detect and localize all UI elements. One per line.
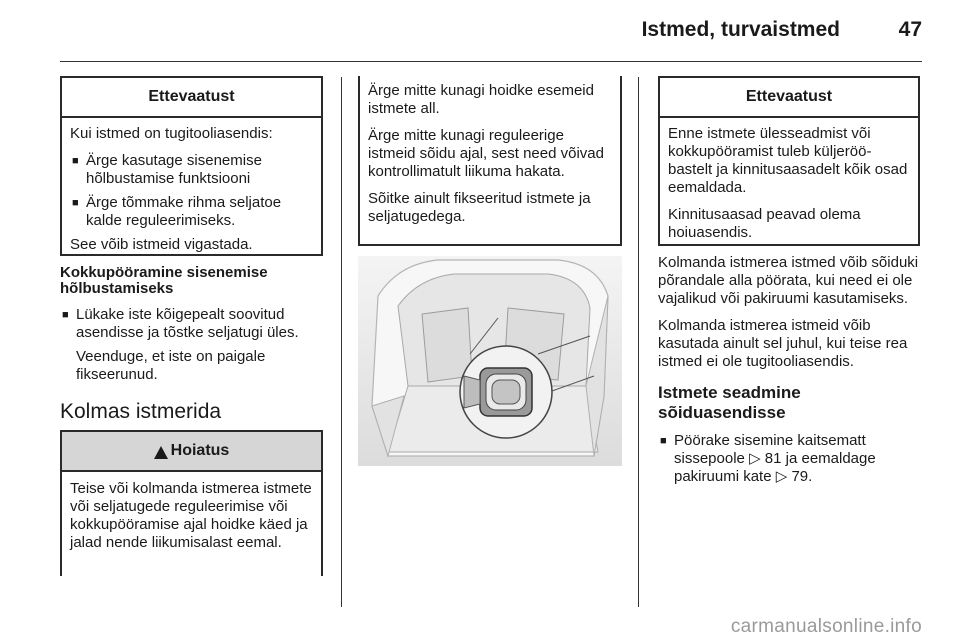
cargo-area-illustration (358, 256, 622, 466)
watermark: carmanualsonline.info (730, 616, 922, 637)
caution-box-body (62, 118, 321, 260)
caution-bullet-text: Ärge kasutage sisenemise hõlbustamise funktsiooni (86, 152, 262, 187)
bullet-text-part: ja eemaldage pakiruumi kate (674, 450, 876, 485)
warning-box (60, 430, 323, 576)
third-row-description (658, 254, 923, 492)
caution-box-continued (358, 76, 622, 246)
page-ref-arrow-icon: ▷ (749, 450, 761, 467)
warning-text: Teise või kolmanda istmerea istmete või seljatugede reguleerimise või kokkupööramise ajal hoidke käed ja jalad nende liikumisalast eemal. (70, 480, 312, 551)
warning-triangle-icon (154, 446, 168, 459)
folding-subhead: Kokkupööramine sisenemise hõlbustamiseks (60, 264, 268, 297)
page-header-title: Istmed, turvaistmed (641, 18, 840, 41)
folding-instructions (60, 265, 325, 393)
caution-box-heading: Ettevaatust (62, 78, 321, 118)
caution-continued-paragraph: Ärge mitte kunagi reguleerige istmeid sõidu ajal, sest need võivad kontrollimatult liikuma hakata. (368, 127, 604, 180)
caution-outro: See võib istmeid vigastada. (70, 236, 253, 253)
caution-continued-paragraph: Ärge mitte kunagi hoidke esemeid istmete all. (368, 82, 594, 117)
warning-box-body (62, 472, 321, 558)
caution-bullet (70, 194, 313, 230)
page-ref-link[interactable]: 81 (764, 450, 782, 467)
caution-continued-paragraph: Sõitke ainult fikseeritud istmete ja seljatugedega. (368, 190, 591, 225)
caution-intro: Kui istmed on tugitooliasendis: (70, 125, 273, 142)
caution-box-seats (60, 76, 323, 256)
cargo-area-drawing (358, 256, 622, 466)
folding-bullet (60, 306, 325, 342)
page-ref-arrow-icon: ▷ (775, 468, 788, 485)
warning-box-heading (62, 432, 321, 472)
square-bullet-icon: ■ (72, 197, 79, 209)
caution-box-folding-heading: Ettevaatust (660, 78, 918, 118)
page-ref-link[interactable]: 79 (791, 468, 809, 485)
square-bullet-icon: ■ (62, 309, 69, 321)
caution-bullet-text: Ärge tõmmake rihma seljatoe kalde reguleerimiseks. (86, 194, 282, 229)
bullet-text-part: Pöörake sisemine kaitsematt sissepoole (674, 432, 866, 467)
driving-position-bullet (658, 432, 923, 486)
caution-continued-body (360, 76, 620, 232)
third-row-paragraph: Kolmanda istmerea istmed võib sõiduki põrandale alla pöörata, kui need ei ole vajalikud või pakiruumi kasutamiseks. (658, 254, 919, 307)
caution-box-folding-body (660, 118, 918, 248)
third-row-paragraph: Kolmanda istmerea istmeid võib kasutada ainult sel juhul, kui teise rea istmed ei ole tugitooliasendis. (658, 317, 908, 370)
column-divider-1 (341, 77, 342, 607)
column-divider-2 (638, 77, 639, 607)
warning-heading-text: Hoiatus (170, 442, 230, 459)
square-bullet-icon: ■ (660, 435, 667, 447)
header-rule (60, 61, 922, 62)
caution-box-folding (658, 76, 920, 246)
folding-note: Veenduge, et iste on paigale fikseerunud. (76, 348, 266, 383)
caution-folding-paragraph: Kinnitusaasad peavad olema hoiuasendis. (668, 206, 861, 241)
section-title-third-row: Kolmas istmerida (60, 400, 222, 423)
caution-bullet (70, 152, 313, 188)
caution-folding-paragraph: Enne istmete ülesseadmist või kokkupööramist tuleb küljerööbastelt ja kinnitusaasadelt kõik osad eemaldada. (668, 125, 908, 196)
driving-position-bullet-text (674, 432, 923, 486)
square-bullet-icon: ■ (72, 155, 79, 167)
folding-bullet-text: Lükake iste kõigepealt soovitud asendisse ja tõstke seljatugi üles. (76, 306, 299, 341)
page-number: 47 (898, 18, 922, 41)
bullet-text-end: . (808, 468, 813, 485)
driving-position-subhead: Istmete seadmine sõiduasendisse (658, 383, 801, 422)
